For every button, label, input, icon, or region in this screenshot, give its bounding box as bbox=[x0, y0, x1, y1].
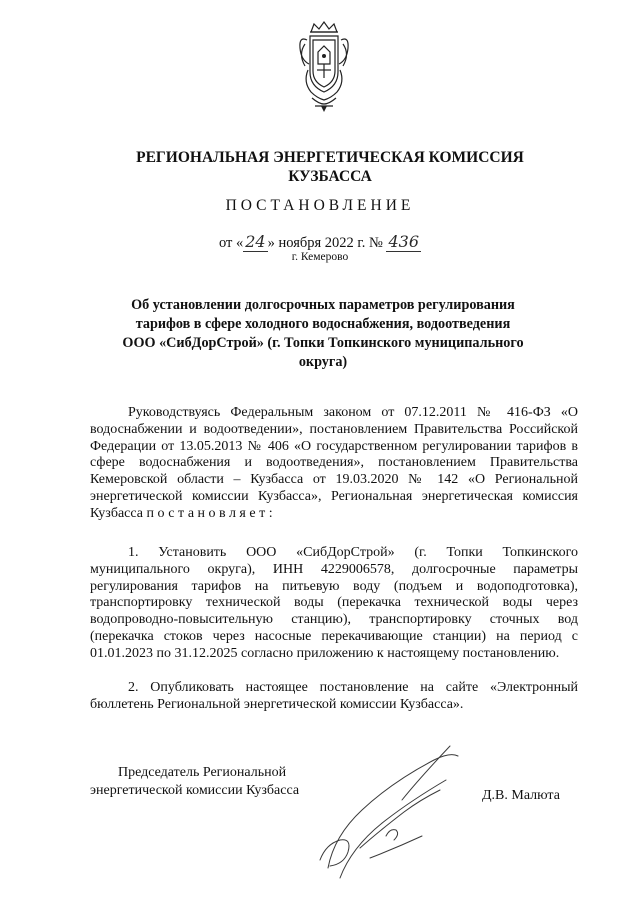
org-title-line1: РЕГИОНАЛЬНАЯ ЭНЕРГЕТИЧЕСКАЯ КОМИССИЯ bbox=[136, 149, 524, 166]
subject-line2: тарифов в сфере холодного водоснабжения, водоотведения bbox=[135, 316, 511, 332]
document-type: ПОСТАНОВЛЕНИЕ bbox=[225, 197, 415, 214]
signer-title-line1: Председатель Региональной bbox=[118, 765, 287, 780]
document-number: 436 bbox=[388, 232, 420, 251]
date-month-year: » ноября 2022 г. № bbox=[267, 235, 383, 251]
org-title-line2: КУЗБАССА bbox=[288, 168, 372, 185]
preamble-text: Руководствуясь Федеральным законом от 07.12.2011 № 416-ФЗ «О водоснабжении и водоотведении», постановлением Правительства Российской Федерации от 13.05.2013 № 406 «О государственном регулировании тарифов в сфере водоснабжения и водоотведения», постановлением Правительства Кемеровской области – Кузбасса от 19.03.2020 № 142 «О Региональной энергетической комиссии Кузбасса», Региональная энергетическая комиссия Кузбасса bbox=[90, 405, 578, 521]
handwritten-signature bbox=[300, 740, 480, 885]
signer-title-line2: энергетической комиссии Кузбасса bbox=[90, 783, 300, 798]
subject-line4: округа) bbox=[298, 354, 348, 370]
signer-name: Д.В. Малюта bbox=[482, 788, 560, 803]
document-subject bbox=[95, 296, 551, 372]
date-prefix: от « bbox=[218, 235, 244, 251]
date-day: 24 bbox=[245, 232, 266, 251]
item-1-paragraph: 1. Установить ООО «СибДорСтрой» (г. Топки Топкинского муниципального округа), ИНН 4229006578, долгосрочные параметры регулирования тарифов на питьевую воду (подъем и водоподготовка), транспортировку технической воды (перекачка технической воды через водопроводно-повысительную станцию), транспортировку сточных вод (перекачка стоков через насосные перекачивающие станции) на период с 01.01.2023 по 31.12.2025 согласно приложению к настоящему постановлению. bbox=[90, 545, 578, 661]
coat-of-arms-icon bbox=[297, 20, 351, 114]
signer-title bbox=[90, 764, 299, 800]
city: г. Кемерово bbox=[291, 251, 349, 263]
subject-line1: Об установлении долгосрочных параметров регулирования bbox=[131, 297, 515, 313]
preamble-paragraph bbox=[90, 405, 578, 523]
date-line bbox=[0, 232, 640, 252]
resolves-word: постановляет: bbox=[146, 505, 277, 521]
subject-line3: ООО «СибДорСтрой» (г. Топки Топкинского муниципального bbox=[122, 335, 524, 351]
item-2-paragraph: 2. Опубликовать настоящее постановление на сайте «Электронный бюллетень Региональной энергетической комиссии Кузбасса». bbox=[90, 680, 578, 712]
